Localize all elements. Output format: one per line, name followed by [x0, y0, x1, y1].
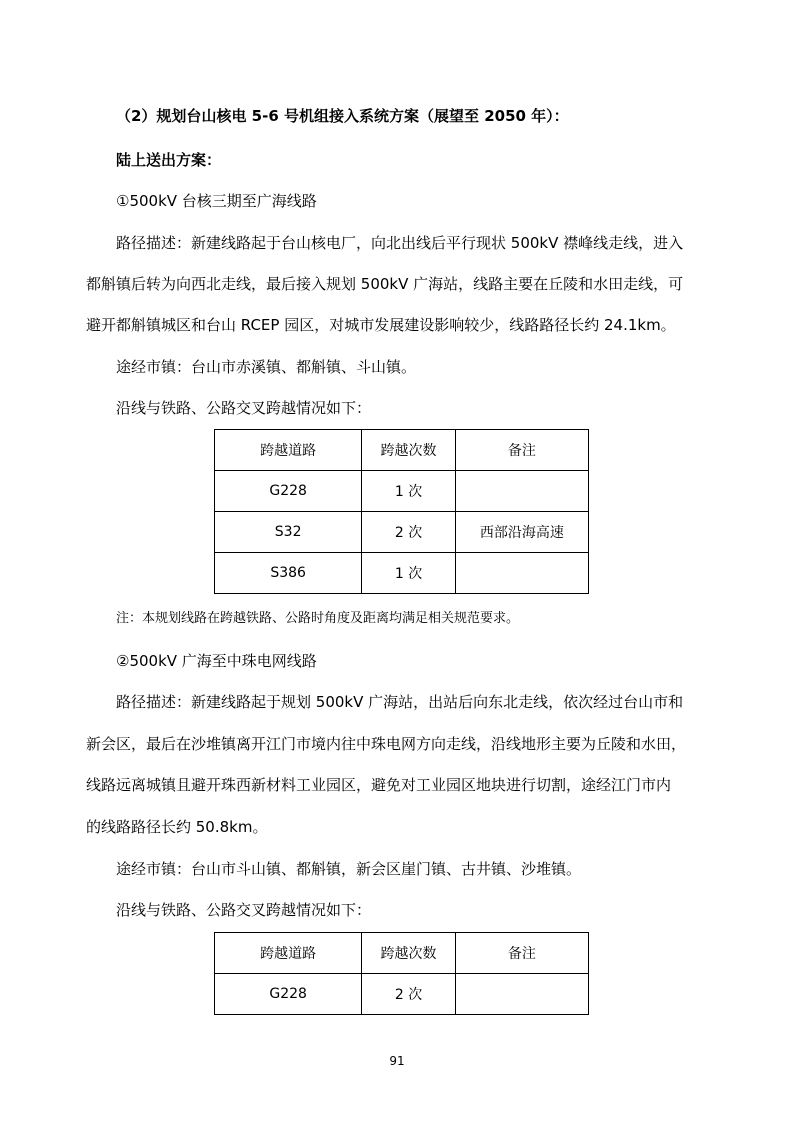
- route2-crossing-intro: 沿线与铁路、公路交叉跨越情况如下：: [116, 901, 372, 919]
- route2-crossing-table: [214, 932, 589, 1015]
- subheading: 陆上送出方案：: [116, 151, 222, 169]
- table-cell: S386: [215, 553, 362, 594]
- table-header-row: [215, 933, 589, 974]
- route2-title: ②500kV 广海至中珠电网线路: [116, 652, 317, 670]
- table-cell: 1 次: [362, 553, 455, 594]
- table-row: [215, 974, 589, 1015]
- route1-crossing-intro: 沿线与铁路、公路交叉跨越情况如下：: [116, 399, 372, 417]
- route2-desc-line-2: 新会区，最后在沙堆镇离开江门市境内往中珠电网方向走线，沿线地形主要为丘陵和水田，: [86, 735, 687, 753]
- route1-title: ①500kV 台核三期至广海线路: [116, 192, 317, 210]
- route2-towns: 途经市镇：台山市斗山镇、都斛镇，新会区崖门镇、古井镇、沙堆镇。: [116, 860, 582, 878]
- table-header-cell: 跨越道路: [215, 430, 362, 471]
- table-header-cell: 跨越次数: [362, 430, 455, 471]
- table-header-cell: 跨越道路: [215, 933, 362, 974]
- table-header-cell: 备注: [455, 430, 588, 471]
- page-number: 91: [389, 1054, 405, 1068]
- table-row: [215, 512, 589, 553]
- table-cell: 2 次: [362, 512, 455, 553]
- table-cell: [455, 553, 588, 594]
- table-cell: 1 次: [362, 471, 455, 512]
- route2-desc-line-4: 的线路路径长约 50.8km。: [86, 818, 268, 836]
- table-cell: [455, 471, 588, 512]
- route1-crossing-table: [214, 429, 589, 594]
- table-cell: 西部沿海高速: [455, 512, 588, 553]
- table-cell: G228: [215, 974, 362, 1015]
- table-row: [215, 471, 589, 512]
- table-row: [215, 553, 589, 594]
- table-cell: G228: [215, 471, 362, 512]
- table-header-cell: 备注: [455, 933, 588, 974]
- section-heading: （2）规划台山核电 5-6 号机组接入系统方案（展望至 2050 年）：: [116, 107, 569, 125]
- table-header-row: [215, 430, 589, 471]
- route1-desc-line-2: 都斛镇后转为向西北走线，最后接入规划 500kV 广海站，线路主要在丘陵和水田走线，可: [86, 275, 684, 293]
- route1-note: 注：本规划线路在跨越铁路、公路时角度及距离均满足相关规范要求。: [116, 611, 520, 626]
- table-cell: S32: [215, 512, 362, 553]
- route1-desc-line-1: 路径描述：新建线路起于台山核电厂，向北出线后平行现状 500kV 襟峰线走线，进入: [116, 234, 684, 252]
- table-cell: 2 次: [362, 974, 455, 1015]
- route2-desc-line-1: 路径描述：新建线路起于规划 500kV 广海站，出站后向东北走线，依次经过台山市和: [116, 693, 684, 711]
- table-header-cell: 跨越次数: [362, 933, 455, 974]
- route2-desc-line-3: 线路远离城镇且避开珠西新材料工业园区，避免对工业园区地块进行切割，途经江门市内: [86, 776, 672, 794]
- table-cell: [455, 974, 588, 1015]
- route1-desc-line-3: 避开都斛镇城区和台山 RCEP 园区，对城市发展建设影响较少，线路路径长约 24.1km。: [86, 316, 676, 334]
- route1-towns: 途经市镇：台山市赤溪镇、都斛镇、斗山镇。: [116, 358, 417, 376]
